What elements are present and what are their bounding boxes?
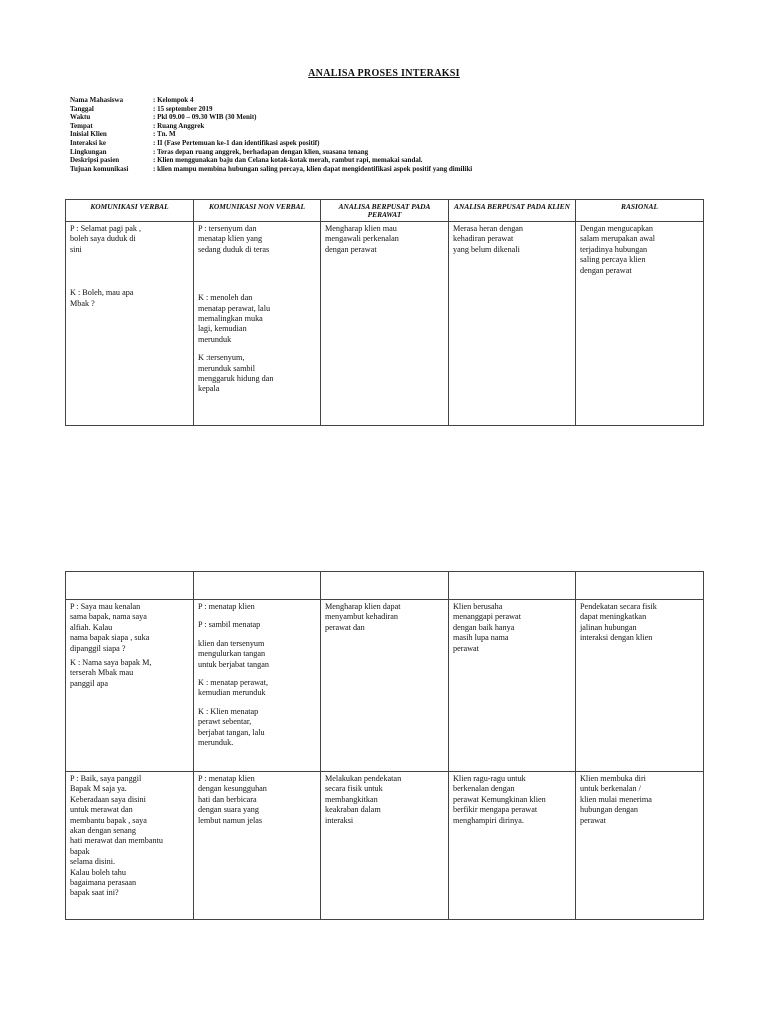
analisa-klien-text: Klien berusaha menanggapi perawat dengan baik hanya masih lupa nama perawat (453, 602, 521, 653)
verbal-klien-text: K : Boleh, mau apa Mbak ? (70, 288, 134, 308)
header-verbal: KOMUNIKASI VERBAL (66, 200, 194, 222)
verbal-perawat-text: P : Selamat pagi pak , boleh saya duduk di sini (70, 224, 142, 254)
cell-nonverbal (194, 772, 321, 920)
rasional-text: Dengan mengucapkan salam merupakan awal terjadinya hubungan saling percaya klien dengan perawat (580, 224, 656, 275)
info-value: : Kelompok 4 (153, 96, 194, 104)
info-value: : Tn. M (153, 130, 176, 139)
info-label: Interaksi ke (70, 138, 106, 147)
nonverbal-text: P : menatap klien (198, 602, 255, 611)
cell-klien (449, 772, 576, 920)
table-row (66, 600, 704, 772)
cell-nonverbal (194, 600, 321, 772)
interaction-table-1 (65, 199, 704, 426)
cell-rasional (576, 600, 704, 772)
analisa-perawat-text: Mengharap klien dapat menyambut kehadiran perawat dan (325, 602, 401, 632)
info-row-interaksi (70, 139, 472, 148)
table-header-row (66, 200, 704, 222)
analisa-perawat-text: Mengharap klien mau mengawali perkenalan dengan perawat (325, 224, 399, 254)
info-block (70, 96, 472, 173)
info-label: Nama Mahasiswa (70, 96, 124, 104)
table-row (66, 222, 704, 426)
verbal-perawat-text: P : Baik, saya panggil Bapak M saja ya. Keberadaan saya disini untuk merawat dan membantu bapak , saya akan dengan senang hati merawat dan membantu bapak selama disini. Kalau boleh tahu bagaimana perasaan bapak saat ini? (70, 774, 163, 898)
nonverbal-text: K : Klien menatap perawt sebentar, berjabat tangan, lalu merunduk. (198, 706, 265, 748)
analisa-perawat-text: Melakukan pendekatan secara fisik untuk membangkitkan keakraban dalam interaksi (325, 774, 402, 825)
interaction-table-2 (65, 571, 704, 920)
nonverbal-klien-text: K : menoleh dan menatap perawat, lalu memalingkan muka lagi, kemudian merunduk (198, 293, 271, 344)
info-row-tempat (70, 122, 472, 131)
analisa-klien-text: Klien ragu-ragu untuk berkenalan dengan perawat Kemungkinan klien berfikir mengapa perawat menghampiri dirinya. (453, 774, 546, 825)
cell-verbal (66, 222, 194, 426)
empty-header-cell (449, 572, 576, 600)
info-value: : Ruang Anggrek (153, 121, 205, 130)
info-value: : 15 september 2019 (153, 104, 213, 113)
empty-header-cell (66, 572, 194, 600)
info-value: : Teras depan ruang anggrek, berhadapan dengan klien, suasana tenang (153, 147, 369, 156)
verbal-perawat-text: P : Saya mau kenalan sama bapak, nama saya alfiah. Kalau nama bapak siapa , suka dipanggil siapa ? (70, 602, 150, 653)
info-label: Tempat (70, 121, 93, 130)
cell-verbal (66, 600, 194, 772)
cell-nonverbal (194, 222, 321, 426)
info-label: Lingkungan (70, 147, 107, 156)
info-label: Waktu (70, 113, 91, 122)
nonverbal-text: P : sambil menatap (198, 620, 261, 630)
empty-header-cell (321, 572, 449, 600)
info-label: Tujuan komunikasi (70, 164, 129, 173)
table-row (66, 772, 704, 920)
cell-klien (449, 222, 576, 426)
info-row-nama (70, 96, 472, 105)
header-klien: ANALISA BERPUSAT PADA KLIEN (449, 200, 576, 222)
info-row-lingkungan (70, 148, 472, 157)
info-row-deskripsi (70, 156, 472, 165)
analisa-klien-text: Merasa heran dengan kehadiran perawat yang belum dikenali (453, 224, 524, 254)
nonverbal-text: klien dan tersenyum mengulurkan tangan untuk berjabat tangan (198, 638, 269, 669)
rasional-text: Pendekatan secara fisik dapat meningkatkan jalinan hubungan interaksi dengan klien (580, 602, 657, 643)
cell-verbal (66, 772, 194, 920)
empty-header-cell (576, 572, 704, 600)
cell-perawat (321, 600, 449, 772)
nonverbal-klien-text: K :tersenyum, merunduk sambil menggaruk hidung dan kepala (198, 353, 274, 394)
page-title: ANALISA PROSES INTERAKSI (308, 68, 460, 79)
cell-perawat (321, 222, 449, 426)
empty-header-cell (194, 572, 321, 600)
info-label: Inisial Klien (70, 130, 107, 139)
verbal-klien-text: K : Nama saya bapak M, terserah Mbak mau panggil apa (70, 658, 152, 688)
info-row-waktu (70, 113, 472, 122)
info-value: : II (Fase Pertemuan ke-1 dan identifikasi aspek positif) (153, 138, 320, 147)
cell-rasional (576, 772, 704, 920)
info-value: : klien mampu membina hubungan saling percaya, klien dapat mengidentifikasi aspek positif yang dimiliki (153, 164, 473, 173)
cell-klien (449, 600, 576, 772)
header-rasional: RASIONAL (576, 200, 704, 222)
info-value: : Pkl 09.00 – 09.30 WIB (30 Menit) (153, 113, 257, 122)
info-label: Deskripsi pasien (70, 156, 120, 165)
info-row-tujuan (70, 165, 472, 174)
rasional-text: Klien membuka diri untuk berkenalan / klien mulai menerima hubungan dengan perawat (580, 774, 652, 825)
cell-rasional (576, 222, 704, 426)
info-label: Tanggal (70, 104, 94, 113)
nonverbal-perawat-text: P : tersenyum dan menatap klien yang sedang duduk di teras (198, 224, 270, 254)
header-nonverbal: KOMUNIKASI NON VERBAL (194, 200, 321, 222)
info-value: : Klien menggunakan baju dan Celana kotak-kotak merah, rambut rapi, memakai sandal. (153, 156, 423, 165)
nonverbal-text: P : menatap klien dengan kesungguhan hati dan berbicara dengan suara yang lembut namun jelas (198, 774, 267, 825)
info-row-tanggal (70, 105, 472, 114)
info-row-inisial (70, 130, 472, 139)
nonverbal-text: K : menatap perawat, kemudian merunduk (198, 678, 269, 698)
header-perawat: ANALISA BERPUSAT PADA PERAWAT (321, 200, 449, 222)
cell-perawat (321, 772, 449, 920)
table-header-row-empty (66, 572, 704, 600)
